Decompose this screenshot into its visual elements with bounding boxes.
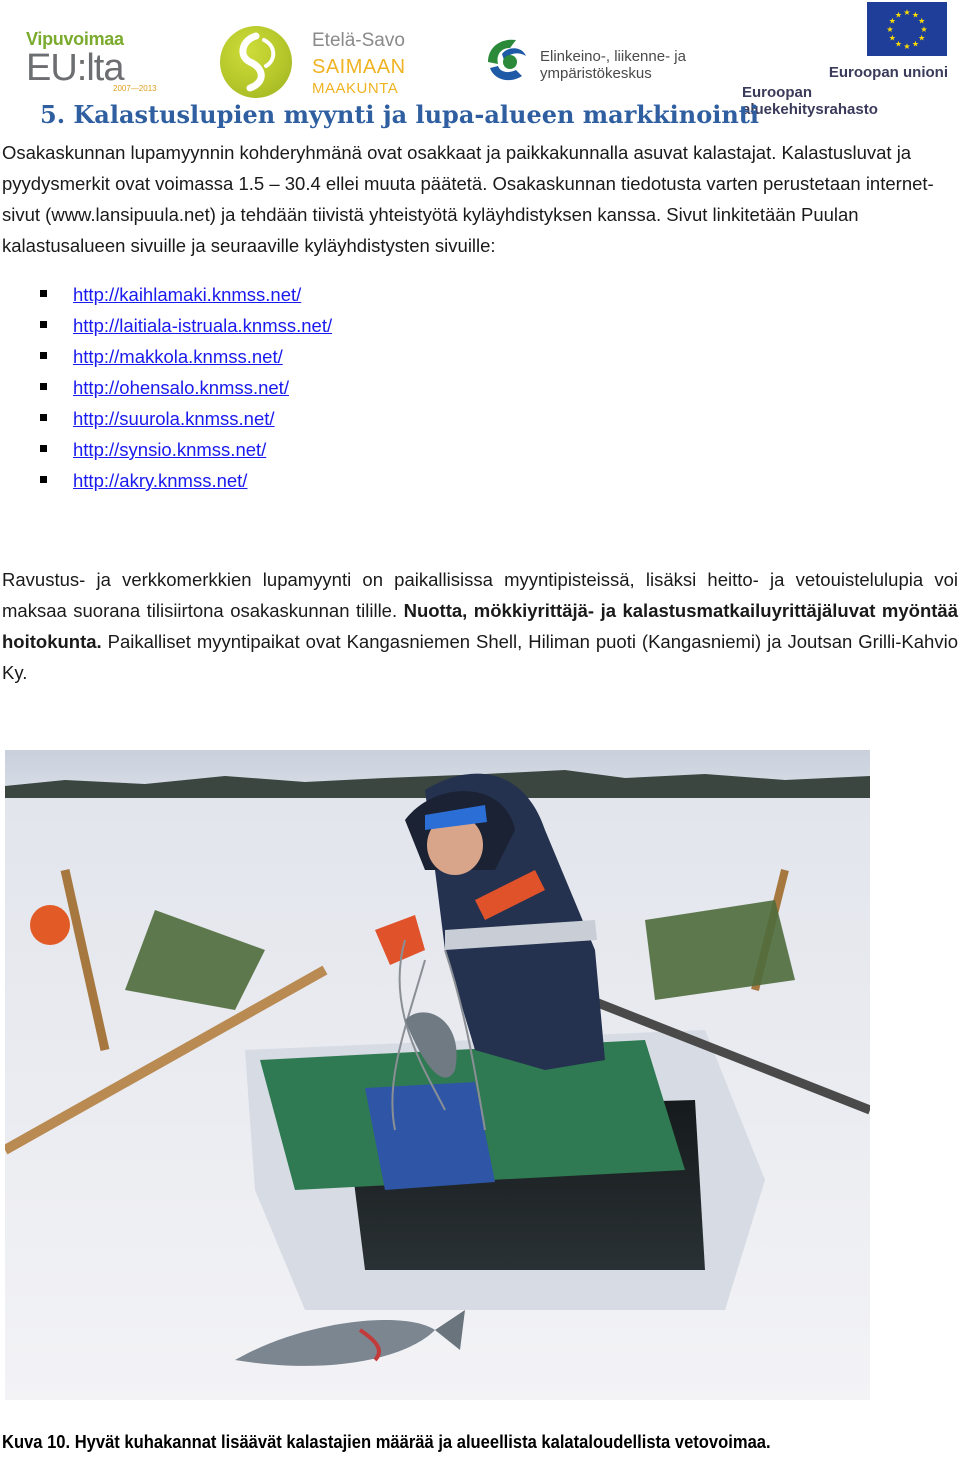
sales-paragraph bbox=[2, 564, 958, 688]
section-title: 5. Kalastuslupien myynti ja lupa-alueen markkinointi bbox=[40, 100, 759, 129]
logo-eu-line2: Euroopan aluekehitysrahasto bbox=[742, 84, 878, 118]
bullet-icon bbox=[40, 321, 47, 328]
list-item bbox=[40, 310, 332, 341]
logo-vipu-years: 2007—2013 bbox=[113, 84, 157, 93]
logo-saimaa-line1: Etelä-Savo bbox=[312, 30, 405, 51]
ely-keskus-logo bbox=[480, 32, 700, 92]
village-link[interactable]: http://laitiala-istruala.knmss.net/ bbox=[73, 315, 333, 336]
bullet-icon bbox=[40, 414, 47, 421]
list-item bbox=[40, 434, 332, 465]
eu-star-icon: ★ bbox=[918, 33, 926, 43]
vipuvoimaa-eu-logo bbox=[26, 30, 176, 96]
list-item bbox=[40, 465, 332, 496]
intro-paragraph: Osakaskunnan lupamyynnin kohderyhmänä ovat osakkaat ja paikkakunnalla asuvat kalastajat. Kalastusluvat ja pyydysmerkit ovat voimassa 1.5 – 30.4 ellei muuta päätetä. Osakaskunnan tiedotusta varten perustetaan internet-sivut (www.lansipuula.net) ja tehdään tiivistä yhteistyötä kyläyhdistyksen kanssa. Sivut linkitetään Puulan kalastusalueen sivuille ja seuraaville kyläyhdistysten sivuille: bbox=[2, 142, 934, 256]
list-item bbox=[40, 341, 332, 372]
village-links-list bbox=[40, 279, 332, 496]
list-item bbox=[40, 372, 332, 403]
logo-eu-line1: Euroopan unioni bbox=[828, 64, 948, 81]
eu-star-icon: ★ bbox=[886, 25, 894, 34]
bullet-icon bbox=[40, 383, 47, 390]
village-link[interactable]: http://kaihlamaki.knmss.net/ bbox=[73, 284, 302, 305]
ely-emblem-icon bbox=[480, 32, 534, 86]
eu-star-icon: ★ bbox=[911, 10, 920, 20]
bullet-icon bbox=[40, 445, 47, 452]
sales-text-1: Ravustus- ja verkkomerkkien lupamyynti on paikallisissa myyntipisteissä, lisäksi heitto- ja vetouistelulupia voi maksaa suorana tilisiirtona osakaskunnan tilille. bbox=[2, 569, 958, 621]
eu-star-icon: ★ bbox=[894, 10, 903, 20]
eu-star-icon: ★ bbox=[903, 42, 911, 51]
saimaa-emblem-icon bbox=[220, 26, 292, 98]
village-link[interactable]: http://akry.knmss.net/ bbox=[73, 470, 248, 491]
sales-text-2: Paikalliset myyntipaikat ovat Kangasniemen Shell, Hiliman puoti (Kangasniemi) ja Joutsan Grilli-Kahvio Ky. bbox=[2, 631, 958, 683]
bullet-icon bbox=[40, 352, 47, 359]
bullet-icon bbox=[40, 476, 47, 483]
village-link[interactable]: http://synsio.knmss.net/ bbox=[73, 439, 267, 460]
euroopan-unioni-logo bbox=[742, 2, 954, 118]
etela-savo-saimaan-maakunta-logo bbox=[220, 26, 420, 100]
eu-star-icon: ★ bbox=[920, 25, 928, 34]
bullet-icon bbox=[40, 290, 47, 297]
village-link[interactable]: http://ohensalo.knmss.net/ bbox=[73, 377, 289, 398]
list-item bbox=[40, 403, 332, 434]
eu-star-icon: ★ bbox=[888, 16, 896, 26]
eu-star-icon: ★ bbox=[903, 8, 911, 17]
logo-saimaa-line2: SAIMAAN bbox=[312, 56, 406, 78]
logo-vipu-line2: EU:lta bbox=[26, 47, 124, 89]
eu-star-icon: ★ bbox=[894, 39, 903, 49]
eu-flag-icon bbox=[867, 2, 947, 56]
sales-text-bold: Nuotta, mökkiyrittäjä- ja kalastusmatkailuyrittäjäluvat myöntää hoitokunta. bbox=[2, 600, 958, 652]
eu-star-icon: ★ bbox=[918, 16, 926, 26]
ice-fishing-photo bbox=[5, 750, 870, 1400]
logo-ely-line1: Elinkeino-, liikenne- ja bbox=[540, 48, 686, 65]
figure-caption: Kuva 10. Hyvät kuhakannat lisäävät kalastajien määrää ja alueellista kalataloudellista vetovoimaa. bbox=[2, 1432, 771, 1452]
logo-vipu-line1: Vipuvoimaa bbox=[26, 29, 124, 49]
logo-saimaa-line3: MAAKUNTA bbox=[312, 80, 399, 97]
village-link[interactable]: http://makkola.knmss.net/ bbox=[73, 346, 283, 367]
list-item bbox=[40, 279, 332, 310]
logo-ely-line2: ympäristökeskus bbox=[540, 65, 652, 82]
eu-star-icon: ★ bbox=[911, 39, 920, 49]
village-link[interactable]: http://suurola.knmss.net/ bbox=[73, 408, 275, 429]
eu-star-icon: ★ bbox=[888, 33, 896, 43]
